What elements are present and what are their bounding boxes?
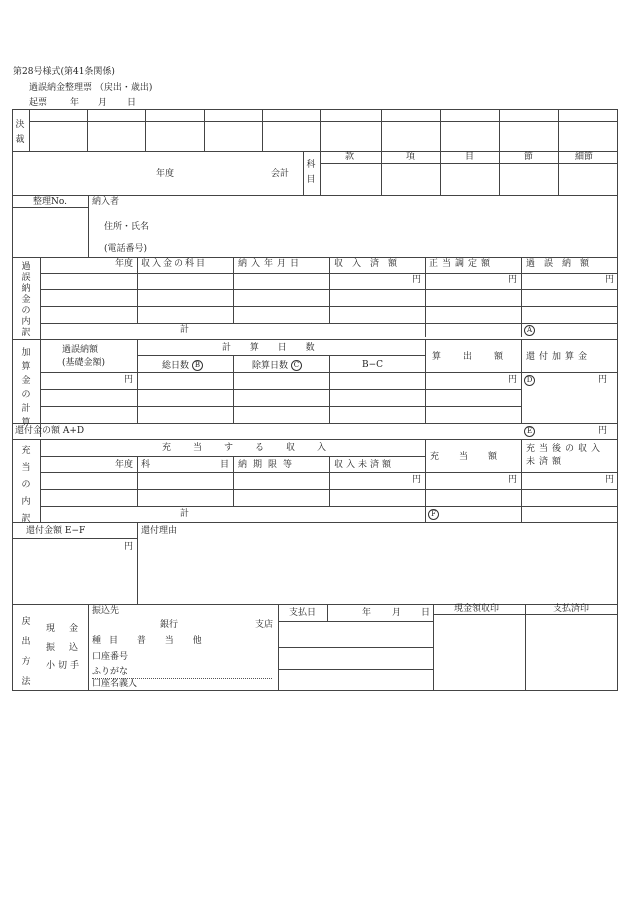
rule	[40, 406, 521, 407]
addition-kiso: (基礎金額)	[62, 358, 106, 368]
shunyu-zumi-header: 収入済額	[334, 259, 407, 269]
rule	[521, 257, 522, 337]
rule	[499, 109, 500, 151]
kanpu-kasankin-header: 還付加算金	[526, 352, 592, 362]
rule	[40, 489, 618, 490]
rule	[40, 323, 618, 324]
bank-label: 銀行	[160, 620, 179, 630]
rule	[278, 669, 433, 670]
juto-heading: 充当する収入	[162, 443, 349, 453]
rule	[40, 372, 618, 373]
kou-label: 項	[406, 152, 416, 162]
rule	[29, 109, 30, 151]
rule	[233, 456, 234, 506]
rule	[204, 109, 205, 151]
branch-label: 支店	[255, 620, 274, 630]
rule	[40, 257, 41, 437]
rule	[381, 151, 382, 195]
setsu-label: 節	[524, 152, 534, 162]
breakdown-section-label: 過誤納金の内訳	[21, 262, 31, 338]
rule	[440, 151, 441, 195]
rule	[145, 109, 146, 151]
rule	[329, 456, 330, 506]
method-cash: 現金	[46, 624, 93, 634]
payer-label: 納入者	[92, 197, 120, 207]
rule	[12, 439, 618, 440]
rule	[12, 257, 618, 258]
yen-unit: 円	[412, 475, 422, 485]
allocation-section-label: 充当の内訳	[21, 446, 31, 524]
rule	[12, 195, 618, 196]
mark-f	[428, 509, 439, 521]
rule	[425, 257, 426, 337]
draft-year: 年	[70, 98, 80, 108]
payment-year: 年	[362, 608, 372, 618]
rule	[137, 339, 138, 423]
yen-unit: 円	[508, 275, 518, 285]
yen-unit: 円	[508, 475, 518, 485]
rule	[12, 109, 13, 690]
payment-date-label: 支払日	[289, 608, 317, 618]
kamoku-label: 科目	[306, 160, 316, 185]
rule	[40, 289, 618, 290]
sou-nissu-text: 総日数	[162, 361, 190, 371]
refund-total-formula: A+D	[62, 426, 85, 436]
form-title: 過誤納金整理票 （戻出・歳出)	[29, 83, 153, 93]
rule	[12, 690, 618, 691]
rule	[381, 109, 382, 151]
rule	[233, 257, 234, 323]
method-check: 小切手	[46, 661, 83, 671]
rule	[40, 472, 618, 473]
rule	[558, 109, 559, 151]
rule	[521, 439, 522, 523]
rule	[262, 109, 263, 151]
draft-label: 起票	[29, 98, 48, 108]
sanshutsu-header: 算出額	[432, 352, 526, 362]
kan-label: 款	[345, 152, 355, 162]
kamoku-char: 科	[141, 460, 151, 470]
payment-month: 月	[392, 608, 402, 618]
rule	[440, 109, 441, 151]
rule	[433, 604, 434, 690]
breakdown-nendo-header	[44, 259, 133, 270]
refund-total-text: 還付金の額	[15, 426, 61, 436]
mark-d-circle: D	[524, 375, 535, 386]
rule	[558, 151, 559, 195]
rule	[137, 257, 138, 323]
rule	[40, 389, 521, 390]
addition-section-label: 加算金の計算	[21, 348, 31, 428]
mino-header: 収入未済額	[334, 460, 395, 470]
rule	[320, 109, 321, 151]
phone-label: (電話番号)	[104, 244, 148, 254]
kago-nogaku-header: 過誤納額	[526, 259, 599, 269]
rule	[329, 257, 330, 323]
yen-unit: 円	[605, 275, 615, 285]
yen-unit: 円	[598, 375, 608, 385]
form-number: 第28号様式(第41条関係)	[13, 67, 115, 77]
kaikei-label: 会計	[271, 169, 290, 179]
rule	[525, 604, 526, 690]
sou-nissu-header	[162, 360, 203, 372]
mark-e-circle: E	[524, 426, 535, 437]
refund-amount-formula: E−F	[64, 526, 86, 536]
payment-day: 日	[421, 608, 431, 618]
breakdown-nendo-text: 年度	[114, 259, 133, 269]
mark-a	[524, 325, 535, 337]
address-name-label: 住所・氏名	[104, 222, 150, 232]
account-name-label: 口座名義人	[92, 679, 138, 689]
yen-unit: 円	[605, 475, 615, 485]
rule	[87, 109, 88, 151]
mark-a-circle: A	[524, 325, 535, 336]
refund-amount-text: 還付金額	[26, 526, 63, 536]
noki-header: 納期限等	[238, 460, 299, 470]
after-header: 充当後の収入未済額	[526, 444, 605, 467]
rule	[320, 163, 618, 164]
rule	[29, 121, 618, 122]
yen-unit: 円	[508, 375, 518, 385]
method-transfer: 振込	[46, 643, 93, 653]
seiri-no-label: 整理No.	[33, 197, 67, 207]
juto-header: 充当額	[430, 452, 518, 462]
seito-chotei-header: 正当調定額	[429, 259, 495, 269]
yen-unit: 円	[124, 375, 134, 385]
rule	[12, 109, 618, 110]
allocation-kei: 計	[180, 509, 190, 519]
allocation-nendo-text: 年度	[114, 460, 133, 470]
moku-label: 目	[465, 152, 475, 162]
yen-unit: 円	[124, 542, 134, 552]
draft-day: 日	[127, 98, 137, 108]
rule	[425, 439, 426, 523]
nendo-label: 年度	[156, 169, 175, 179]
rule	[12, 604, 618, 605]
rule	[320, 151, 321, 195]
rule	[278, 647, 433, 648]
refund-amount-label	[26, 526, 85, 537]
rule	[88, 195, 89, 257]
mark-d	[524, 375, 535, 387]
rule	[425, 339, 426, 423]
account-no-label: 口座番号	[92, 652, 129, 662]
breakdown-kei: 計	[180, 325, 190, 335]
mark-e	[524, 426, 535, 438]
jogai-nissu-header	[252, 360, 302, 372]
rule	[40, 439, 41, 523]
rule	[12, 423, 618, 424]
refund-reason-label: 還付理由	[141, 526, 178, 536]
rule	[40, 306, 618, 307]
mark-f-circle: F	[428, 509, 439, 520]
shumoku-label: 種目 普 当 他	[92, 636, 210, 646]
yen-unit: 円	[412, 275, 422, 285]
b-minus-c-header: B−C	[362, 360, 384, 370]
rule	[137, 456, 138, 506]
shunyu-kamoku-header: 収入金の科目	[141, 259, 208, 269]
rule	[499, 151, 500, 195]
refund-total-label	[15, 426, 84, 437]
addition-kago-nogaku: 過誤納額	[62, 345, 99, 355]
rule	[327, 604, 328, 621]
kamoku-char: 目	[219, 460, 229, 470]
rule	[137, 355, 425, 356]
furigana-label: ふりがな	[92, 667, 129, 677]
payment-method-label: 戻出方法	[21, 617, 31, 687]
draft-month: 月	[98, 98, 108, 108]
furikomi-saki-label: 振込先	[92, 606, 120, 616]
cash-receipt-label: 現金領収印	[454, 604, 500, 614]
rule	[40, 273, 618, 274]
rule	[12, 339, 618, 340]
mark-b: B	[192, 360, 203, 371]
approval-label: 決裁	[15, 120, 25, 145]
rule	[278, 621, 433, 622]
rule	[40, 506, 618, 507]
nonyu-date-header: 納入年月日	[238, 259, 304, 269]
saisetsu-label: 細節	[575, 152, 594, 162]
rule	[303, 151, 304, 195]
allocation-nendo-header	[44, 460, 133, 471]
yen-unit: 円	[598, 426, 608, 436]
rule	[12, 522, 618, 523]
rule	[137, 522, 138, 604]
jogai-nissu-text: 除算日数	[252, 361, 289, 371]
allocation-kamoku-header	[141, 460, 229, 471]
rule	[617, 109, 618, 690]
rule	[12, 538, 137, 539]
paid-stamp-label: 支払済印	[553, 604, 590, 614]
mark-c: C	[291, 360, 302, 371]
keisan-nissu-header: 計 算 日 数	[222, 343, 323, 353]
